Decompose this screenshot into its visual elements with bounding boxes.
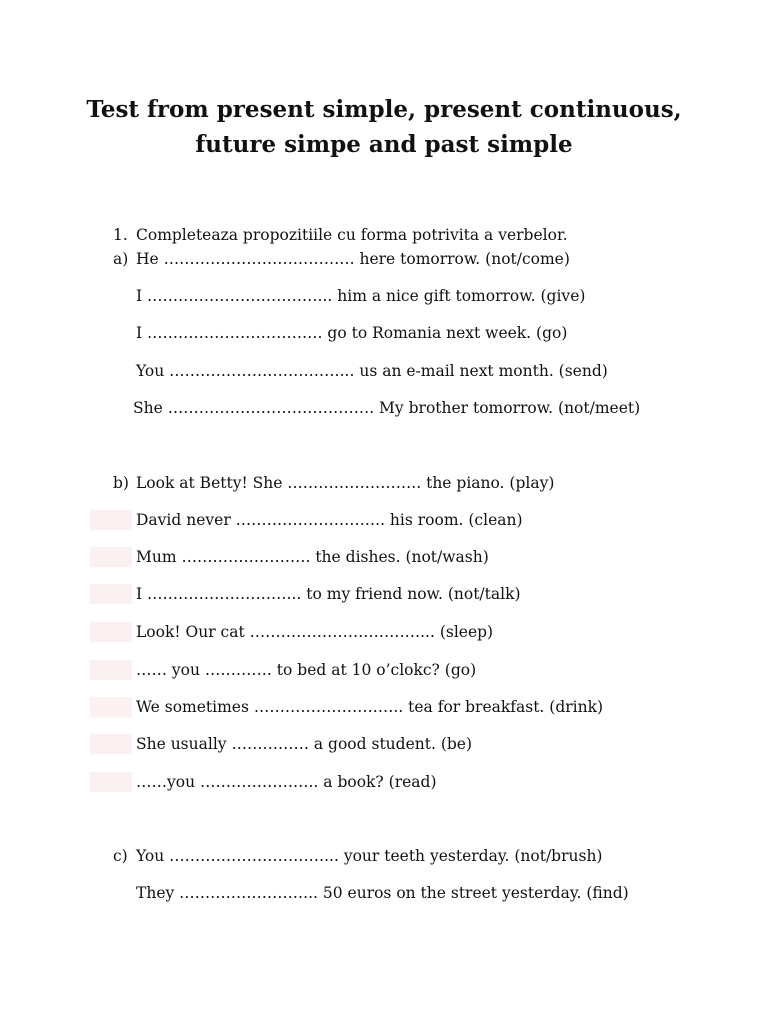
sentence-b-1: Look at Betty! She …………………….. the piano. (play): [136, 474, 555, 492]
sentence-a-4: You ……………………………... us an e-mail next month. (send): [136, 362, 608, 380]
section-c-label: c): [113, 847, 128, 865]
title-line-1: Test from present simple, present continuous,: [86, 96, 682, 123]
sentence-a-3: I ……………………………. go to Romania next week. (go): [136, 324, 568, 342]
shaded-margin: [90, 734, 132, 754]
shaded-margin: [90, 660, 132, 680]
section-a-label: a): [113, 250, 129, 268]
shaded-margin: [90, 622, 132, 642]
sentence-b-2: David never ……………………….. his room. (clean): [136, 511, 523, 529]
sentence-b-9: ……you ………………….. a book? (read): [136, 773, 437, 791]
page-title: [0, 92, 768, 162]
sentence-b-3: Mum ……………………. the dishes. (not/wash): [136, 548, 489, 566]
sentence-a-2: I ……………………………... him a nice gift tomorrow. (give): [136, 287, 586, 305]
sentence-c-2: They ……………………... 50 euros on the street yesterday. (find): [136, 884, 629, 902]
sentence-a-1: He ………………………………. here tomorrow. (not/come): [136, 250, 570, 268]
sentence-a-5: She …………………………………. My brother tomorrow. (not/meet): [133, 399, 641, 417]
shaded-margin: [90, 772, 132, 792]
sentence-c-1: You …………………………... your teeth yesterday. (not/brush): [136, 847, 603, 865]
sentence-b-5: Look! Our cat ……………………………... (sleep): [136, 623, 494, 641]
sentence-b-6: …… you …………. to bed at 10 o’clokc? (go): [136, 661, 477, 679]
section-b-label: b): [113, 474, 129, 492]
shaded-margin: [90, 584, 132, 604]
title-line-2: future simpe and past simple: [195, 131, 573, 158]
shaded-margin: [90, 697, 132, 717]
exercise-instruction: Completeaza propozitiile cu forma potrivita a verbelor.: [136, 226, 568, 244]
sentence-b-4: I ………………………... to my friend now. (not/talk): [136, 585, 521, 603]
sentence-b-8: She usually …………… a good student. (be): [136, 735, 473, 753]
sentence-b-7: We sometimes ……………………….. tea for breakfast. (drink): [136, 698, 604, 716]
exercise-number: 1.: [113, 226, 128, 244]
shaded-margin: [90, 510, 132, 530]
shaded-margin: [90, 547, 132, 567]
